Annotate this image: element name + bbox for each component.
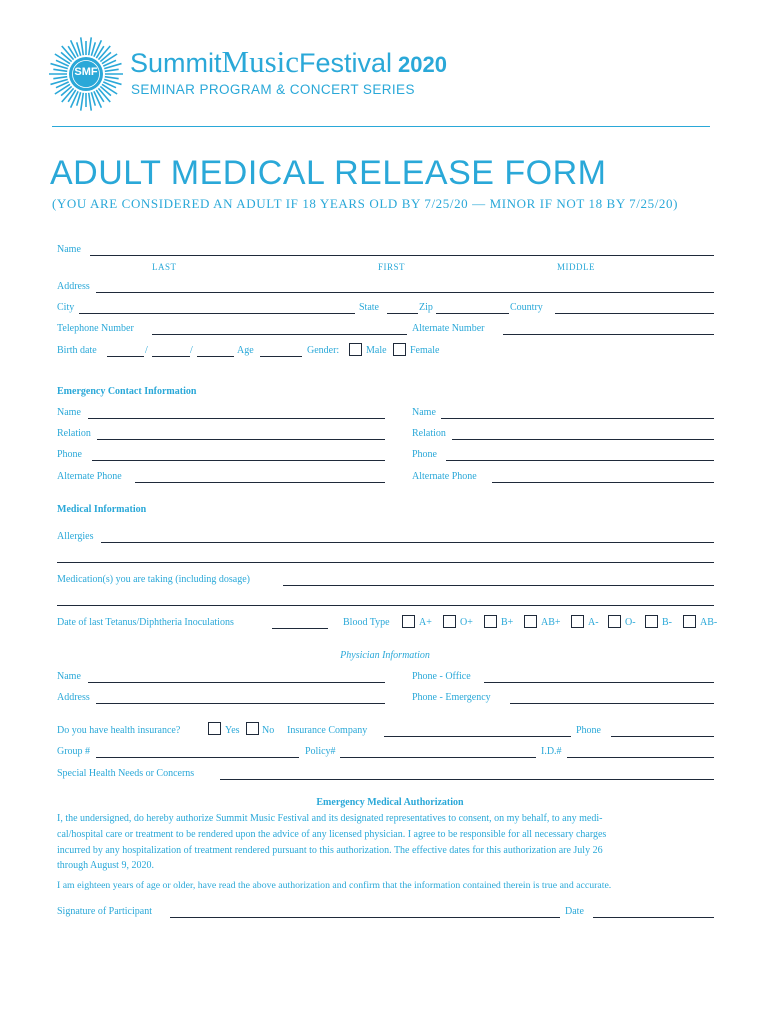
group-number-label: Group # [57,746,91,757]
policy-number-field[interactable] [340,757,536,758]
alternate-number-field[interactable] [503,334,714,335]
emergency-relation-label-1: Relation [57,428,91,439]
blood-type-b-neg-checkbox[interactable] [645,615,658,628]
emergency-alt-phone-label-2: Alternate Phone [412,471,477,482]
telephone-label: Telephone Number [57,323,134,334]
blood-type-b-pos-label: B+ [501,617,514,628]
id-number-field[interactable] [567,757,714,758]
emergency-phone-label-1: Phone [57,449,82,460]
zip-field[interactable] [436,313,509,314]
physician-name-label: Name [57,671,81,682]
medications-field-line-2[interactable] [57,605,714,606]
insurance-yes-checkbox[interactable] [208,722,221,735]
middle-name-caption: MIDDLE [557,262,595,272]
signature-date-field[interactable] [593,917,714,918]
medications-label: Medication(s) you are taking (including dosage) [57,574,250,585]
blood-type-o-pos-checkbox[interactable] [443,615,456,628]
logo-ray [53,69,67,71]
birth-day-field[interactable] [152,356,190,357]
festival-name-summit: Summit [130,48,222,78]
logo-ray [105,69,119,71]
insurance-company-field[interactable] [384,736,571,737]
blood-type-b-neg-label: B- [662,617,672,628]
signature-field[interactable] [170,917,560,918]
allergies-field-line-2[interactable] [57,562,714,563]
festival-subtitle: SEMINAR PROGRAM & CONCERT SERIES [131,82,415,97]
policy-number-label: Policy# [305,746,336,757]
allergies-field[interactable] [101,542,714,543]
emergency-phone-label-2: Phone [412,449,437,460]
tetanus-date-field[interactable] [272,628,328,629]
female-checkbox[interactable] [393,343,406,356]
last-name-caption: LAST [152,262,177,272]
age-confirmation-text: I am eighteen years of age or older, have read the above authorization and confirm that the information contained therein is true and accurate. [57,880,612,891]
authorization-heading: Emergency Medical Authorization [316,797,464,808]
insurance-company-label: Insurance Company [287,725,368,736]
physician-address-label: Address [57,692,90,703]
header-divider [52,126,710,127]
blood-type-o-pos-label: O+ [460,617,473,628]
logo-ray [61,86,72,95]
age-field[interactable] [260,356,302,357]
blood-type-b-pos-checkbox[interactable] [484,615,497,628]
special-needs-field[interactable] [220,779,714,780]
emergency-name-label-2: Name [412,407,436,418]
signature-date-label: Date [565,906,584,917]
insurance-phone-label: Phone [576,725,601,736]
logo-ray [89,37,92,55]
medical-info-heading: Medical Information [57,504,147,515]
authorization-text [57,811,727,874]
birth-date-slash-2: / [190,345,193,356]
address-field[interactable] [96,292,714,293]
tetanus-label: Date of last Tetanus/Diphtheria Inoculations [57,617,234,628]
signature-label: Signature of Participant [57,906,152,917]
authorization-line-1: I, the undersigned, do hereby authorize Summit Music Festival and its designated representatives to consent, on my behalf, to any medi- [57,813,603,824]
festival-name-festival: Festival [299,48,393,78]
insurance-no-checkbox[interactable] [246,722,259,735]
blood-type-ab-neg-label: AB- [700,617,718,628]
emergency-contact-heading: Emergency Contact Information [57,386,197,397]
logo-ray [81,37,84,55]
physician-address-field[interactable] [96,703,385,704]
emergency-alt-phone-label-1: Alternate Phone [57,471,122,482]
logo-ray [100,52,111,61]
birth-year-field[interactable] [197,356,234,357]
male-checkbox[interactable] [349,343,362,356]
name-field[interactable] [90,255,714,256]
telephone-field[interactable] [152,334,407,335]
phone-emergency-field[interactable] [510,703,714,704]
logo-ray [105,77,119,79]
insurance-question: Do you have health insurance? [57,725,181,736]
first-name-caption: FIRST [378,262,406,272]
zip-label: Zip [419,302,433,313]
logo-ray [100,86,111,95]
phone-office-label: Phone - Office [412,671,471,682]
page-subtitle: (YOU ARE CONSIDERED AN ADULT IF 18 YEARS OLD BY 7/25/20 — MINOR IF NOT 18 BY 7/25/20) [52,196,679,211]
blood-type-a-pos-checkbox[interactable] [402,615,415,628]
logo-ray [89,93,92,111]
blood-type-o-neg-checkbox[interactable] [608,615,621,628]
logo-ray [81,93,84,111]
male-label: Male [366,345,387,356]
emergency-relation-field-1[interactable] [97,439,385,440]
physician-info-heading: Physician Information [340,650,430,661]
festival-logo [48,36,124,112]
age-label: Age [237,345,254,356]
festival-name [130,46,447,84]
birth-month-field[interactable] [107,356,144,357]
blood-type-a-pos-label: A+ [419,617,432,628]
logo-ray [61,52,72,61]
emergency-phone-field-1[interactable] [92,460,385,461]
group-number-field[interactable] [96,757,299,758]
medications-field[interactable] [283,585,714,586]
country-field[interactable] [555,313,714,314]
blood-type-ab-pos-label: AB+ [541,617,561,628]
insurance-no-label: No [262,725,275,736]
address-label: Address [57,281,90,292]
insurance-phone-field[interactable] [611,736,714,737]
city-label: City [57,302,75,313]
alternate-number-label: Alternate Number [412,323,485,334]
authorization-line-3: incurred by any hospitalization of treatment rendered pursuant to this authorization. The effective dates for this authorization are July 26 [57,844,603,856]
state-label: State [359,302,379,313]
emergency-name-label-1: Name [57,407,81,418]
state-field[interactable] [387,313,418,314]
page-title: ADULT MEDICAL RELEASE FORM [50,154,607,192]
female-label: Female [410,345,440,356]
phone-office-field[interactable] [484,682,714,683]
authorization-line-2: cal/hospital care or treatment to be rendered upon the advice of any licensed physician. I agree to be responsible for all necessary charges [57,828,607,840]
gender-label: Gender: [307,345,340,356]
emergency-alt-phone-field-1[interactable] [135,482,385,483]
phone-emergency-label: Phone - Emergency [412,692,491,703]
emergency-name-field-1[interactable] [88,418,385,419]
logo-ray [53,77,67,79]
country-label: Country [510,302,543,313]
birth-date-label: Birth date [57,345,97,356]
special-needs-label: Special Health Needs or Concerns [57,768,195,779]
city-field[interactable] [79,313,355,314]
blood-type-a-neg-label: A- [588,617,599,628]
emergency-relation-field-2[interactable] [452,439,714,440]
physician-name-field[interactable] [88,682,385,683]
blood-type-o-neg-label: O- [625,617,636,628]
emergency-relation-label-2: Relation [412,428,446,439]
name-label: Name [57,244,81,255]
emergency-name-field-2[interactable] [441,418,714,419]
insurance-yes-label: Yes [225,725,240,736]
id-number-label: I.D.# [541,746,562,757]
blood-type-ab-neg-checkbox[interactable] [683,615,696,628]
festival-name-music: Music [221,44,300,79]
emergency-alt-phone-field-2[interactable] [492,482,714,483]
blood-type-label: Blood Type [343,617,390,628]
birth-date-slash-1: / [145,345,148,356]
allergies-label: Allergies [57,531,94,542]
blood-type-a-neg-checkbox[interactable] [571,615,584,628]
blood-type-ab-pos-checkbox[interactable] [524,615,537,628]
logo-monogram: SMF [74,66,98,78]
festival-year: 2020 [398,52,447,77]
authorization-line-4: through August 9, 2020. [57,860,154,872]
emergency-phone-field-2[interactable] [446,460,714,461]
